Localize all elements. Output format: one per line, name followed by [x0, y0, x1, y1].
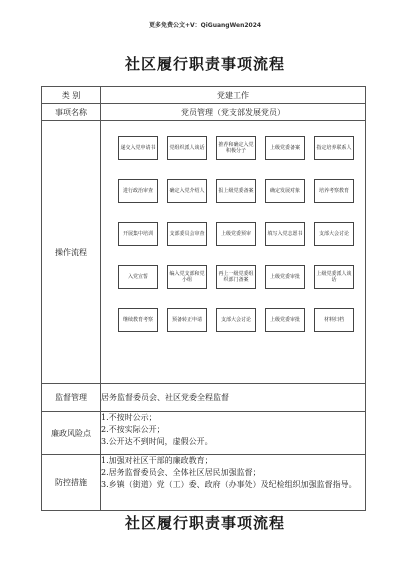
item-label: 事项名称: [42, 104, 101, 121]
flow-step: 上级党委审批: [265, 308, 305, 332]
risk-label: 廉政风险点: [42, 412, 101, 455]
flow-step: 支部大会讨论: [314, 222, 354, 246]
flow-step: 填写入党志愿书: [265, 222, 305, 246]
page-title: 社区履行职责事项流程: [124, 55, 285, 73]
flow-step: 报上级党委备案: [216, 179, 256, 203]
prevention-line: 2.居务监督委员会、全体社区居民加强监督；: [101, 468, 261, 477]
flow-step: 指定培养联系人: [314, 136, 354, 160]
flow-step: 推荐和确定入党积极分子: [216, 136, 256, 160]
flow-step: 递交入党申请书: [118, 136, 158, 160]
process-row: [42, 121, 366, 384]
supervision-value: 居务监督委员会、社区党委全程监督: [101, 384, 366, 412]
risk-line: 2.不按实际公开；: [101, 425, 165, 434]
flow-chart: [101, 121, 365, 383]
category-label: 类 别: [42, 87, 101, 104]
flow-step: 入党宣誓: [118, 265, 158, 289]
flow-step: 党组织派人谈话: [167, 136, 207, 160]
flow-step: 上级党委派人谈话: [314, 265, 354, 289]
prevention-line: 1.加强对社区干部的廉政教育；: [101, 456, 213, 465]
item-row: [42, 104, 366, 121]
prevention-label: 防控措施: [42, 455, 101, 511]
risk-line: 1.不按时公示；: [101, 413, 157, 422]
flow-step: 编入党支部和党小组: [167, 265, 207, 289]
flow-step: 开展集中培训: [118, 222, 158, 246]
watermark-text: 更多免费公文+V：QiGuangWen2024: [148, 22, 262, 29]
prevention-line: 3.乡镇（街道）党（工）委、政府（办事处）及纪检组织加强监督指导。: [101, 480, 357, 489]
prevention-row: [42, 455, 366, 511]
flow-step: 支部委员会审查: [167, 222, 207, 246]
flow-step: 继续教育考察: [118, 308, 158, 332]
flow-step: 培养考察教育: [314, 179, 354, 203]
supervision-row: [42, 384, 366, 412]
risk-line: 3.公开达不到时间，虚假公开。: [101, 437, 213, 446]
process-label: 操作流程: [42, 121, 101, 384]
flow-step: 材料归档: [314, 308, 354, 332]
flow-step: 上级党委审批: [265, 265, 305, 289]
risk-cell: [101, 412, 366, 455]
prevention-cell: [101, 455, 366, 511]
flow-step: 再上一级党委组织部门备案: [216, 265, 256, 289]
item-value: 党员管理（党支部发展党员）: [101, 104, 366, 121]
flow-step: 进行政治审查: [118, 179, 158, 203]
flow-step: 支部大会讨论: [216, 308, 256, 332]
category-row: [42, 87, 366, 104]
process-flow-cell: [101, 121, 366, 384]
flow-step: 上级党委备案: [265, 136, 305, 160]
footer-title: 社区履行职责事项流程: [124, 514, 285, 532]
flow-step: 上级党委预审: [216, 222, 256, 246]
supervision-label: 监督管理: [42, 384, 101, 412]
category-value: 党建工作: [101, 87, 366, 104]
flow-step: 确定入党介绍人: [167, 179, 207, 203]
flow-step: 预备转正申请: [167, 308, 207, 332]
flow-step: 确定发展对象: [265, 179, 305, 203]
risk-row: [42, 412, 366, 455]
process-table: [41, 86, 366, 511]
